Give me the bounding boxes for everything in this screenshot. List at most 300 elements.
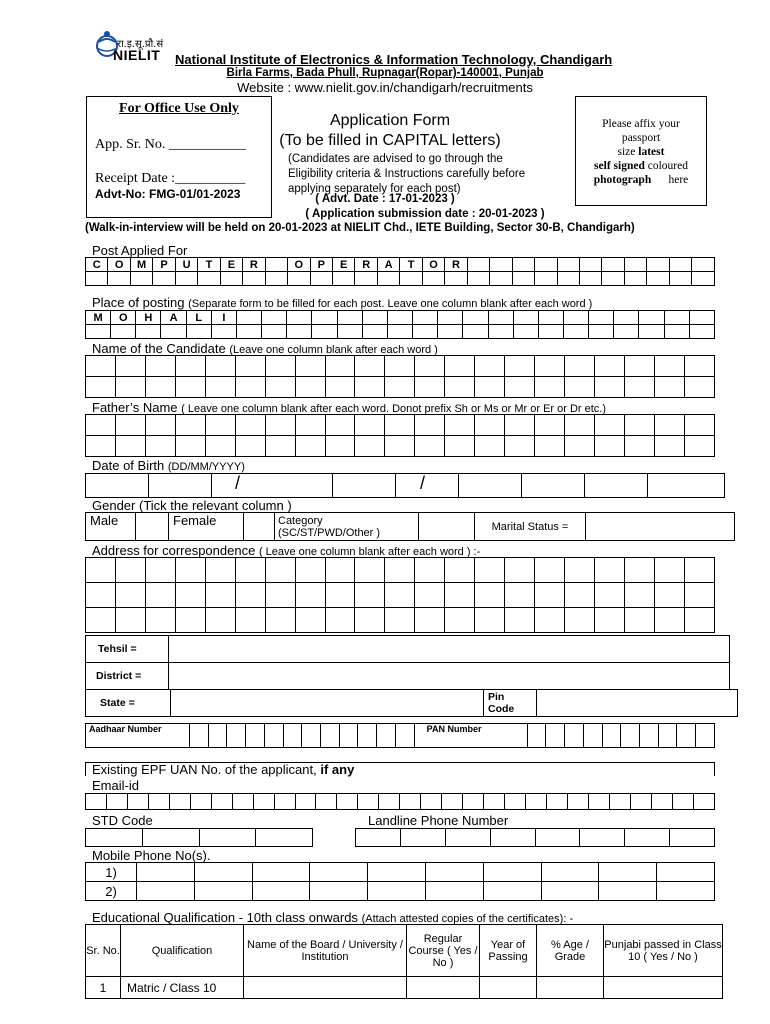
address-letter-cell[interactable] <box>445 608 475 633</box>
email-letter-cell[interactable] <box>672 794 693 810</box>
email-letter-cell[interactable] <box>232 794 253 810</box>
education-cell[interactable] <box>407 977 480 999</box>
mobile-digit-cell[interactable] <box>368 882 426 901</box>
father-letter-cell[interactable] <box>535 415 565 436</box>
pan-char-cell[interactable] <box>565 724 584 748</box>
place-letter-cell[interactable] <box>488 325 513 339</box>
post-letter-cell[interactable]: R <box>243 258 265 272</box>
address-letter-cell[interactable] <box>565 558 595 583</box>
address-letter-cell[interactable] <box>415 558 445 583</box>
address-letter-cell[interactable] <box>86 583 116 608</box>
father-letter-cell[interactable] <box>624 436 654 457</box>
address-letter-cell[interactable] <box>624 583 654 608</box>
father-letter-cell[interactable] <box>475 436 505 457</box>
father-letter-cell[interactable] <box>145 415 175 436</box>
place-letter-cell[interactable] <box>413 325 438 339</box>
address-letter-cell[interactable] <box>115 608 145 633</box>
candidate-letter-cell[interactable] <box>594 356 624 377</box>
email-letter-cell[interactable] <box>211 794 232 810</box>
post-letter-cell[interactable]: T <box>198 258 220 272</box>
post-letter-cell[interactable]: M <box>130 258 152 272</box>
father-letter-cell[interactable] <box>415 415 445 436</box>
candidate-letter-cell[interactable] <box>145 356 175 377</box>
address-letter-cell[interactable] <box>205 558 235 583</box>
post-letter-cell[interactable] <box>490 258 512 272</box>
education-table[interactable] <box>85 924 723 999</box>
address-letter-cell[interactable] <box>265 558 295 583</box>
email-letter-cell[interactable] <box>630 794 651 810</box>
post-letter-cell[interactable] <box>579 272 601 286</box>
post-letter-cell[interactable] <box>692 272 715 286</box>
place-letter-cell[interactable]: L <box>186 311 211 325</box>
address-letter-cell[interactable] <box>145 583 175 608</box>
place-letter-cell[interactable]: O <box>111 311 136 325</box>
aadhaar-digit-cell[interactable] <box>264 724 283 748</box>
post-letter-cell[interactable] <box>288 272 310 286</box>
education-cell[interactable] <box>604 977 723 999</box>
mobile-digit-cell[interactable] <box>425 882 483 901</box>
address-letter-cell[interactable] <box>295 558 325 583</box>
mobile-digit-cell[interactable] <box>310 882 368 901</box>
district-input[interactable] <box>169 663 730 690</box>
address-letter-cell[interactable] <box>385 558 415 583</box>
std-cell[interactable] <box>142 829 199 847</box>
candidate-letter-cell[interactable] <box>355 356 385 377</box>
post-letter-cell[interactable] <box>175 272 197 286</box>
address-letter-cell[interactable] <box>115 558 145 583</box>
address-letter-cell[interactable] <box>86 558 116 583</box>
mobile-digit-cell[interactable] <box>310 863 368 882</box>
email-letter-cell[interactable] <box>295 794 316 810</box>
post-letter-cell[interactable] <box>669 258 691 272</box>
std-cell[interactable] <box>86 829 143 847</box>
landline-grid[interactable] <box>355 828 715 847</box>
post-letter-cell[interactable] <box>86 272 108 286</box>
mobile-digit-cell[interactable] <box>137 882 195 901</box>
dob-cell[interactable] <box>648 474 725 498</box>
address-letter-cell[interactable] <box>445 558 475 583</box>
category-value-box[interactable] <box>419 513 475 541</box>
place-letter-cell[interactable] <box>438 325 463 339</box>
candidate-letter-cell[interactable] <box>235 377 265 398</box>
dob-cell[interactable] <box>212 474 333 498</box>
mobile-digit-cell[interactable] <box>252 863 310 882</box>
candidate-letter-cell[interactable] <box>505 356 535 377</box>
candidate-letter-cell[interactable] <box>265 356 295 377</box>
post-letter-cell[interactable] <box>535 258 557 272</box>
place-letter-cell[interactable] <box>563 325 588 339</box>
candidate-letter-cell[interactable] <box>475 377 505 398</box>
place-letter-cell[interactable] <box>563 311 588 325</box>
address-letter-cell[interactable] <box>295 608 325 633</box>
place-letter-cell[interactable] <box>86 325 111 339</box>
mobile-digit-cell[interactable] <box>657 882 715 901</box>
email-letter-cell[interactable] <box>86 794 107 810</box>
father-letter-cell[interactable] <box>265 415 295 436</box>
dob-cell[interactable] <box>585 474 648 498</box>
place-letter-cell[interactable] <box>136 325 161 339</box>
post-letter-cell[interactable] <box>624 258 646 272</box>
father-letter-cell[interactable] <box>295 415 325 436</box>
place-letter-cell[interactable] <box>362 325 387 339</box>
father-letter-cell[interactable] <box>235 415 265 436</box>
candidate-letter-cell[interactable] <box>624 356 654 377</box>
post-letter-cell[interactable]: E <box>332 258 354 272</box>
post-letter-cell[interactable] <box>647 272 669 286</box>
post-grid[interactable] <box>85 257 715 286</box>
aadhaar-digit-cell[interactable] <box>321 724 340 748</box>
place-letter-cell[interactable] <box>664 325 689 339</box>
post-letter-cell[interactable] <box>557 258 579 272</box>
place-letter-cell[interactable] <box>463 325 488 339</box>
place-letter-cell[interactable] <box>337 311 362 325</box>
dob-cell[interactable] <box>86 474 149 498</box>
email-letter-cell[interactable] <box>148 794 169 810</box>
mobile-digit-cell[interactable] <box>657 863 715 882</box>
address-letter-cell[interactable] <box>175 558 205 583</box>
mobile-digit-cell[interactable] <box>541 882 599 901</box>
address-letter-cell[interactable] <box>145 558 175 583</box>
address-letter-cell[interactable] <box>415 583 445 608</box>
mobile-digit-cell[interactable] <box>368 863 426 882</box>
std-cell[interactable] <box>199 829 256 847</box>
father-letter-cell[interactable] <box>115 436 145 457</box>
landline-cell[interactable] <box>445 829 490 847</box>
place-letter-cell[interactable] <box>236 311 261 325</box>
candidate-letter-cell[interactable] <box>535 377 565 398</box>
place-letter-cell[interactable] <box>664 311 689 325</box>
father-letter-cell[interactable] <box>505 436 535 457</box>
post-letter-cell[interactable]: A <box>377 258 399 272</box>
address-letter-cell[interactable] <box>325 608 355 633</box>
place-letter-cell[interactable] <box>689 325 714 339</box>
address-letter-cell[interactable] <box>684 608 714 633</box>
post-letter-cell[interactable] <box>512 258 534 272</box>
gender-grid[interactable] <box>85 512 735 541</box>
pan-char-cell[interactable] <box>546 724 565 748</box>
place-letter-cell[interactable] <box>262 325 287 339</box>
landline-cell[interactable] <box>535 829 580 847</box>
father-letter-cell[interactable] <box>594 415 624 436</box>
email-letter-cell[interactable] <box>358 794 379 810</box>
candidate-letter-cell[interactable] <box>475 356 505 377</box>
address-letter-cell[interactable] <box>355 558 385 583</box>
place-letter-cell[interactable] <box>538 325 563 339</box>
address-letter-cell[interactable] <box>115 583 145 608</box>
state-grid[interactable] <box>85 689 738 717</box>
address-letter-cell[interactable] <box>355 608 385 633</box>
candidate-letter-cell[interactable] <box>325 377 355 398</box>
address-letter-cell[interactable] <box>565 583 595 608</box>
father-letter-cell[interactable] <box>684 415 714 436</box>
candidate-letter-cell[interactable] <box>684 377 714 398</box>
landline-cell[interactable] <box>356 829 401 847</box>
address-letter-cell[interactable] <box>535 608 565 633</box>
post-letter-cell[interactable]: P <box>310 258 332 272</box>
father-letter-cell[interactable] <box>325 415 355 436</box>
aadhaar-digit-cell[interactable] <box>339 724 358 748</box>
mobile-digit-cell[interactable] <box>483 863 541 882</box>
address-letter-cell[interactable] <box>475 558 505 583</box>
place-letter-cell[interactable] <box>161 325 186 339</box>
candidate-letter-cell[interactable] <box>654 377 684 398</box>
post-letter-cell[interactable] <box>198 272 220 286</box>
pan-char-cell[interactable] <box>621 724 640 748</box>
candidate-letter-cell[interactable] <box>205 356 235 377</box>
email-letter-cell[interactable] <box>567 794 588 810</box>
post-letter-cell[interactable] <box>692 258 715 272</box>
pan-char-cell[interactable] <box>527 724 546 748</box>
email-letter-cell[interactable] <box>169 794 190 810</box>
place-letter-cell[interactable] <box>387 311 412 325</box>
address-letter-cell[interactable] <box>505 583 535 608</box>
address-letter-cell[interactable] <box>145 608 175 633</box>
address-letter-cell[interactable] <box>654 558 684 583</box>
address-letter-cell[interactable] <box>385 583 415 608</box>
address-letter-cell[interactable] <box>594 608 624 633</box>
address-letter-cell[interactable] <box>86 608 116 633</box>
pan-char-cell[interactable] <box>583 724 602 748</box>
place-letter-cell[interactable] <box>312 311 337 325</box>
email-grid[interactable] <box>85 793 715 810</box>
place-letter-cell[interactable] <box>186 325 211 339</box>
email-letter-cell[interactable] <box>609 794 630 810</box>
email-letter-cell[interactable] <box>588 794 609 810</box>
post-letter-cell[interactable] <box>243 272 265 286</box>
candidate-letter-cell[interactable] <box>415 356 445 377</box>
marital-value-box[interactable] <box>586 513 735 541</box>
post-letter-cell[interactable] <box>153 272 175 286</box>
post-letter-cell[interactable]: O <box>288 258 310 272</box>
landline-cell[interactable] <box>400 829 445 847</box>
father-letter-cell[interactable] <box>205 415 235 436</box>
candidate-letter-cell[interactable] <box>86 377 116 398</box>
aadhaar-digit-cell[interactable] <box>358 724 377 748</box>
email-letter-cell[interactable] <box>651 794 672 810</box>
candidate-letter-cell[interactable] <box>115 377 145 398</box>
post-letter-cell[interactable] <box>265 258 287 272</box>
address-letter-cell[interactable] <box>235 608 265 633</box>
std-cell[interactable] <box>256 829 313 847</box>
aadhaar-digit-cell[interactable] <box>302 724 321 748</box>
post-letter-cell[interactable]: U <box>175 258 197 272</box>
place-letter-cell[interactable] <box>211 325 236 339</box>
aadhaar-digit-cell[interactable] <box>246 724 265 748</box>
post-letter-cell[interactable] <box>602 272 624 286</box>
candidate-letter-cell[interactable] <box>385 377 415 398</box>
female-tick-box[interactable] <box>244 513 275 541</box>
dob-cell[interactable] <box>522 474 585 498</box>
candidate-letter-cell[interactable] <box>505 377 535 398</box>
email-letter-cell[interactable] <box>505 794 526 810</box>
father-letter-cell[interactable] <box>115 415 145 436</box>
place-letter-cell[interactable] <box>639 325 664 339</box>
post-letter-cell[interactable] <box>108 272 130 286</box>
email-letter-cell[interactable] <box>546 794 567 810</box>
email-letter-cell[interactable] <box>190 794 211 810</box>
candidate-letter-cell[interactable] <box>415 377 445 398</box>
email-letter-cell[interactable] <box>127 794 148 810</box>
email-letter-cell[interactable] <box>253 794 274 810</box>
father-letter-cell[interactable] <box>205 436 235 457</box>
father-letter-cell[interactable] <box>235 436 265 457</box>
address-letter-cell[interactable] <box>205 608 235 633</box>
post-letter-cell[interactable] <box>490 272 512 286</box>
address-letter-cell[interactable] <box>535 558 565 583</box>
father-letter-cell[interactable] <box>355 415 385 436</box>
post-letter-cell[interactable] <box>377 272 399 286</box>
place-grid[interactable] <box>85 310 715 339</box>
candidate-letter-cell[interactable] <box>175 356 205 377</box>
place-letter-cell[interactable] <box>614 325 639 339</box>
place-letter-cell[interactable] <box>413 311 438 325</box>
mobile-digit-cell[interactable] <box>252 882 310 901</box>
post-letter-cell[interactable] <box>220 272 242 286</box>
candidate-letter-cell[interactable] <box>115 356 145 377</box>
dob-cell[interactable] <box>333 474 396 498</box>
post-letter-cell[interactable]: O <box>108 258 130 272</box>
father-letter-cell[interactable] <box>535 436 565 457</box>
place-letter-cell[interactable] <box>287 311 312 325</box>
candidate-letter-cell[interactable] <box>325 356 355 377</box>
candidate-name-grid[interactable] <box>85 355 715 398</box>
place-letter-cell[interactable] <box>438 311 463 325</box>
post-letter-cell[interactable] <box>669 272 691 286</box>
address-letter-cell[interactable] <box>235 583 265 608</box>
father-letter-cell[interactable] <box>594 436 624 457</box>
education-cell[interactable] <box>244 977 407 999</box>
email-letter-cell[interactable] <box>274 794 295 810</box>
father-letter-cell[interactable] <box>175 436 205 457</box>
address-letter-cell[interactable] <box>175 608 205 633</box>
post-letter-cell[interactable] <box>310 272 332 286</box>
place-letter-cell[interactable] <box>387 325 412 339</box>
place-letter-cell[interactable] <box>589 325 614 339</box>
mobile-digit-cell[interactable] <box>541 863 599 882</box>
landline-cell[interactable] <box>490 829 535 847</box>
post-letter-cell[interactable] <box>557 272 579 286</box>
address-letter-cell[interactable] <box>205 583 235 608</box>
address-letter-cell[interactable] <box>295 583 325 608</box>
address-letter-cell[interactable] <box>475 608 505 633</box>
education-cell[interactable] <box>480 977 537 999</box>
candidate-letter-cell[interactable] <box>684 356 714 377</box>
address-letter-cell[interactable] <box>505 608 535 633</box>
father-letter-cell[interactable] <box>684 436 714 457</box>
post-letter-cell[interactable]: R <box>445 258 467 272</box>
mobile-digit-cell[interactable] <box>425 863 483 882</box>
mobile-grid[interactable] <box>85 862 715 901</box>
aadhaar-digit-cell[interactable] <box>190 724 209 748</box>
email-letter-cell[interactable] <box>442 794 463 810</box>
post-letter-cell[interactable] <box>579 258 601 272</box>
address-letter-cell[interactable] <box>654 608 684 633</box>
mobile-digit-cell[interactable] <box>137 863 195 882</box>
father-letter-cell[interactable] <box>175 415 205 436</box>
address-letter-cell[interactable] <box>445 583 475 608</box>
address-letter-cell[interactable] <box>505 558 535 583</box>
place-letter-cell[interactable] <box>287 325 312 339</box>
candidate-letter-cell[interactable] <box>535 356 565 377</box>
candidate-letter-cell[interactable] <box>385 356 415 377</box>
post-letter-cell[interactable] <box>400 272 422 286</box>
father-letter-cell[interactable] <box>385 436 415 457</box>
candidate-letter-cell[interactable] <box>235 356 265 377</box>
post-letter-cell[interactable] <box>624 272 646 286</box>
place-letter-cell[interactable]: I <box>211 311 236 325</box>
place-letter-cell[interactable] <box>538 311 563 325</box>
email-letter-cell[interactable] <box>400 794 421 810</box>
place-letter-cell[interactable] <box>589 311 614 325</box>
address-letter-cell[interactable] <box>565 608 595 633</box>
place-letter-cell[interactable]: M <box>86 311 111 325</box>
post-letter-cell[interactable]: E <box>220 258 242 272</box>
address-letter-cell[interactable] <box>594 558 624 583</box>
address-letter-cell[interactable] <box>594 583 624 608</box>
post-letter-cell[interactable] <box>467 258 489 272</box>
aadhaar-digit-cell[interactable] <box>283 724 302 748</box>
father-letter-cell[interactable] <box>445 415 475 436</box>
pan-char-cell[interactable] <box>602 724 621 748</box>
email-letter-cell[interactable] <box>693 794 714 810</box>
landline-cell[interactable] <box>580 829 625 847</box>
father-letter-cell[interactable] <box>654 436 684 457</box>
father-letter-cell[interactable] <box>325 436 355 457</box>
candidate-letter-cell[interactable] <box>594 377 624 398</box>
candidate-letter-cell[interactable] <box>86 356 116 377</box>
address-letter-cell[interactable] <box>624 558 654 583</box>
candidate-letter-cell[interactable] <box>265 377 295 398</box>
address-letter-cell[interactable] <box>175 583 205 608</box>
aadhaar-digit-cell[interactable] <box>377 724 396 748</box>
address-letter-cell[interactable] <box>684 583 714 608</box>
place-letter-cell[interactable] <box>262 311 287 325</box>
post-letter-cell[interactable]: R <box>355 258 377 272</box>
post-letter-cell[interactable] <box>445 272 467 286</box>
address-details-grid[interactable] <box>85 635 730 690</box>
place-letter-cell[interactable] <box>488 311 513 325</box>
address-letter-cell[interactable] <box>415 608 445 633</box>
address-letter-cell[interactable] <box>654 583 684 608</box>
candidate-letter-cell[interactable] <box>295 356 325 377</box>
address-letter-cell[interactable] <box>624 608 654 633</box>
post-letter-cell[interactable]: O <box>422 258 444 272</box>
father-letter-cell[interactable] <box>355 436 385 457</box>
photo-box[interactable] <box>575 96 707 206</box>
candidate-letter-cell[interactable] <box>654 356 684 377</box>
address-letter-cell[interactable] <box>265 608 295 633</box>
email-letter-cell[interactable] <box>484 794 505 810</box>
pan-char-cell[interactable] <box>658 724 677 748</box>
father-letter-cell[interactable] <box>624 415 654 436</box>
father-letter-cell[interactable] <box>86 436 116 457</box>
candidate-letter-cell[interactable] <box>175 377 205 398</box>
dob-grid[interactable] <box>85 473 725 498</box>
post-letter-cell[interactable] <box>332 272 354 286</box>
email-letter-cell[interactable] <box>421 794 442 810</box>
pin-code-input[interactable] <box>537 690 738 717</box>
email-letter-cell[interactable] <box>337 794 358 810</box>
landline-cell[interactable] <box>625 829 670 847</box>
post-letter-cell[interactable] <box>602 258 624 272</box>
candidate-letter-cell[interactable] <box>445 377 475 398</box>
place-letter-cell[interactable] <box>236 325 261 339</box>
aadhaar-digit-cell[interactable] <box>395 724 414 748</box>
candidate-letter-cell[interactable] <box>565 377 595 398</box>
address-letter-cell[interactable] <box>385 608 415 633</box>
pan-char-cell[interactable] <box>677 724 696 748</box>
father-letter-cell[interactable] <box>565 436 595 457</box>
